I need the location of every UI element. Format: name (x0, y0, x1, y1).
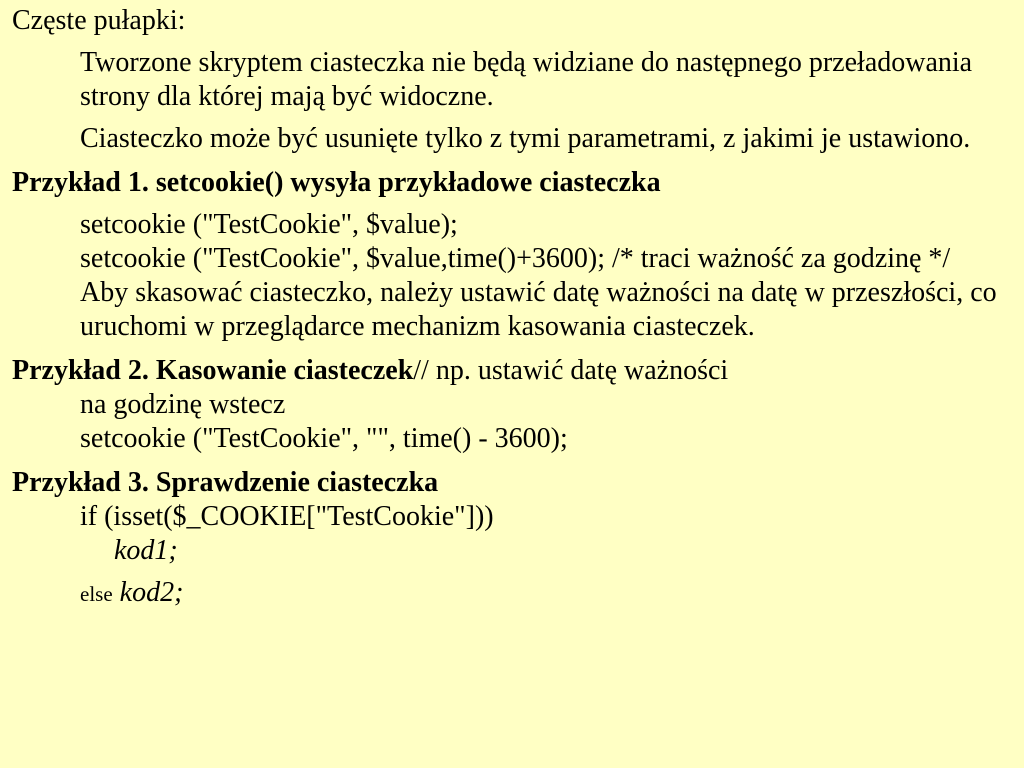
example1-code-line-2: setcookie ("TestCookie", $value,time()+3600); /* traci ważność za godzinę */ (80, 243, 951, 274)
example3-then-code: kod1; (114, 535, 178, 566)
example3-else-keyword: else (80, 582, 113, 606)
pitfalls-heading: Częste pułapki: (12, 5, 186, 36)
example3-condition: if (isset($_COOKIE["TestCookie"])) (80, 501, 494, 532)
example2-comment: // np. ustawić datę ważności (413, 355, 729, 386)
example2-body (80, 388, 1004, 456)
example3-heading: Przykład 3. Sprawdzenie ciasteczka (12, 467, 439, 498)
pitfall-item-1: Tworzone skryptem ciasteczka nie będą widziane do następnego przeładowania strony dla której mają być widoczne. (80, 47, 973, 112)
example2-heading: Przykład 2. Kasowanie ciasteczek (12, 355, 414, 386)
example2-block (12, 354, 1004, 388)
example1-note: Aby skasować ciasteczko, należy ustawić datę ważności na datę w przeszłości, co uruchomi w przeglądarce mechanizm kasowania ciasteczek. (80, 277, 997, 342)
pitfall-item-2: Ciasteczko może być usunięte tylko z tymi parametrami, z jakimi je ustawiono. (80, 123, 971, 154)
example2-comment-continued: na godzinę wstecz (80, 389, 286, 420)
example1-code-line-1: setcookie ("TestCookie", $value); (80, 209, 458, 240)
example1-heading: Przykład 1. setcookie() wysyła przykładowe ciasteczka (12, 167, 661, 198)
example1-body (80, 208, 1004, 344)
example3-else-line (80, 576, 1004, 611)
example3-else-code: kod2; (119, 577, 184, 608)
example2-code: setcookie ("TestCookie", "", time() - 3600); (80, 423, 568, 454)
